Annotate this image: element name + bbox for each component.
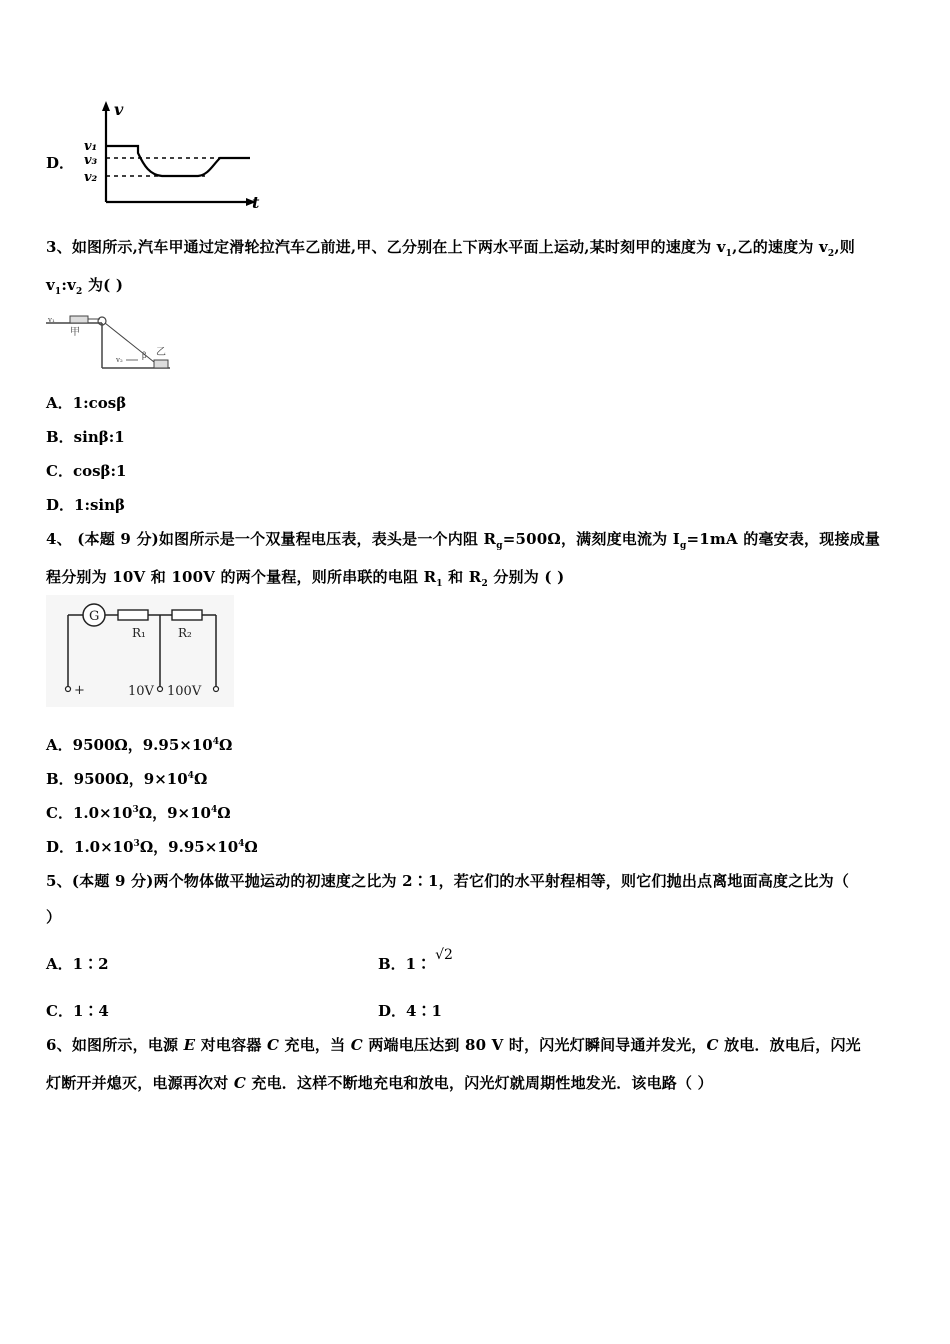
graph-label-v1: v₁	[84, 139, 98, 154]
q3-option-c: C．cosβ:1	[46, 462, 127, 480]
graph-v-arrow	[102, 101, 110, 111]
q5-option-d: D．4∶1	[378, 1002, 442, 1020]
q5-option-c: C．1∶4	[46, 1002, 109, 1020]
fig-label-r1: R₁	[132, 626, 146, 640]
fig-label-r2: R₂	[178, 626, 192, 640]
q4-option-c: C．$1.0\times 10^3\Omega$，$9\times 10^4\Omega$	[46, 804, 231, 822]
q5-option-a: A．1∶2	[46, 955, 109, 973]
fig-label-v1: v₁	[48, 316, 55, 324]
q3-stem-line1: 3、如图所示,汽车甲通过定滑轮拉汽车乙前进,甲、乙分别在上下两水平面上运动,某时刻甲的速度为 $v_1$,乙的速度为 $v_2$,则	[46, 238, 855, 259]
fig-terminal-plus	[66, 687, 71, 692]
q4-option-a: A．9500Ω，$9.95\times 10^4\Omega$	[46, 736, 233, 754]
fig-rope-slant	[105, 323, 154, 362]
fig-label-10v: 10V	[128, 684, 154, 699]
graph-label-v: v	[114, 100, 124, 119]
fig-car-jia	[70, 316, 88, 323]
q2-option-d-label: D．	[46, 154, 75, 172]
q2-vt-graph	[80, 98, 270, 213]
fig-resistor-r1	[118, 610, 148, 620]
q4-stem-line1: 4、 (本题 9 分)如图所示是一个双量程电压表，表头是一个内阻 $R_g=500\Omega$，满刻度电流为 $I_g=1mA$ 的毫安表，现接成量	[46, 530, 881, 551]
graph-label-t: t	[252, 193, 260, 212]
fig-label-v2: v₂	[116, 356, 123, 364]
fig-label-beta: β	[142, 351, 147, 360]
q3-option-b: B．sinβ:1	[46, 428, 125, 446]
q4-option-b: B．9500Ω，$9\times 10^4\Omega$	[46, 770, 208, 788]
q5-stem-line1: 5、(本题 9 分)两个物体做平抛运动的初速度之比为 2∶1，若它们的水平射程相等，则它们抛出点离地面高度之比为（	[46, 872, 850, 890]
fig-label-yi: 乙	[156, 347, 166, 358]
fig-terminal-100v	[214, 687, 219, 692]
fig-terminal-10v	[158, 687, 163, 692]
q6-stem-line1: 6、如图所示，电源 E 对电容器 C 充电，当 C 两端电压达到 80 V 时，闪光灯瞬间导通并发光，C 放电．放电后，闪光	[46, 1036, 861, 1054]
q4-circuit-figure	[46, 595, 234, 707]
q5-option-b-sqrt: √2	[435, 947, 453, 963]
fig-label-g: G	[89, 609, 100, 624]
graph-curve	[106, 146, 250, 176]
fig-car-yi	[154, 360, 168, 368]
fig-label-jia: 甲	[70, 327, 80, 338]
q3-option-a: A．1:cosβ	[46, 394, 127, 412]
q3-stem-line2: $v_1:v_2$ 为( )	[46, 276, 124, 297]
graph-label-v3: v₃	[84, 153, 98, 168]
q5-option-b: B．1∶ √2	[378, 947, 453, 973]
graph-label-v2: v₂	[84, 170, 98, 185]
q3-pulley-figure	[46, 310, 172, 372]
fig-resistor-r2	[172, 610, 202, 620]
q4-stem-line2: 程分别为 10V 和 100V 的两个量程，则所串联的电阻 $R_1$ 和 $R_2$ 分别为 ( )	[46, 568, 565, 589]
q3-option-d: D．1:sinβ	[46, 496, 125, 514]
q5-stem-line2: ）	[46, 908, 62, 926]
q6-stem-line2: 灯断开并熄灭，电源再次对 C 充电．这样不断地充电和放电，闪光灯就周期性地发光．该电路（ ）	[46, 1074, 713, 1092]
fig-label-100v: 100V	[167, 684, 202, 699]
q4-option-d: D．$1.0\times 10^3\Omega$，$9.95\times 10^4\Omega$	[46, 838, 258, 856]
fig-label-plus: +	[74, 683, 85, 698]
